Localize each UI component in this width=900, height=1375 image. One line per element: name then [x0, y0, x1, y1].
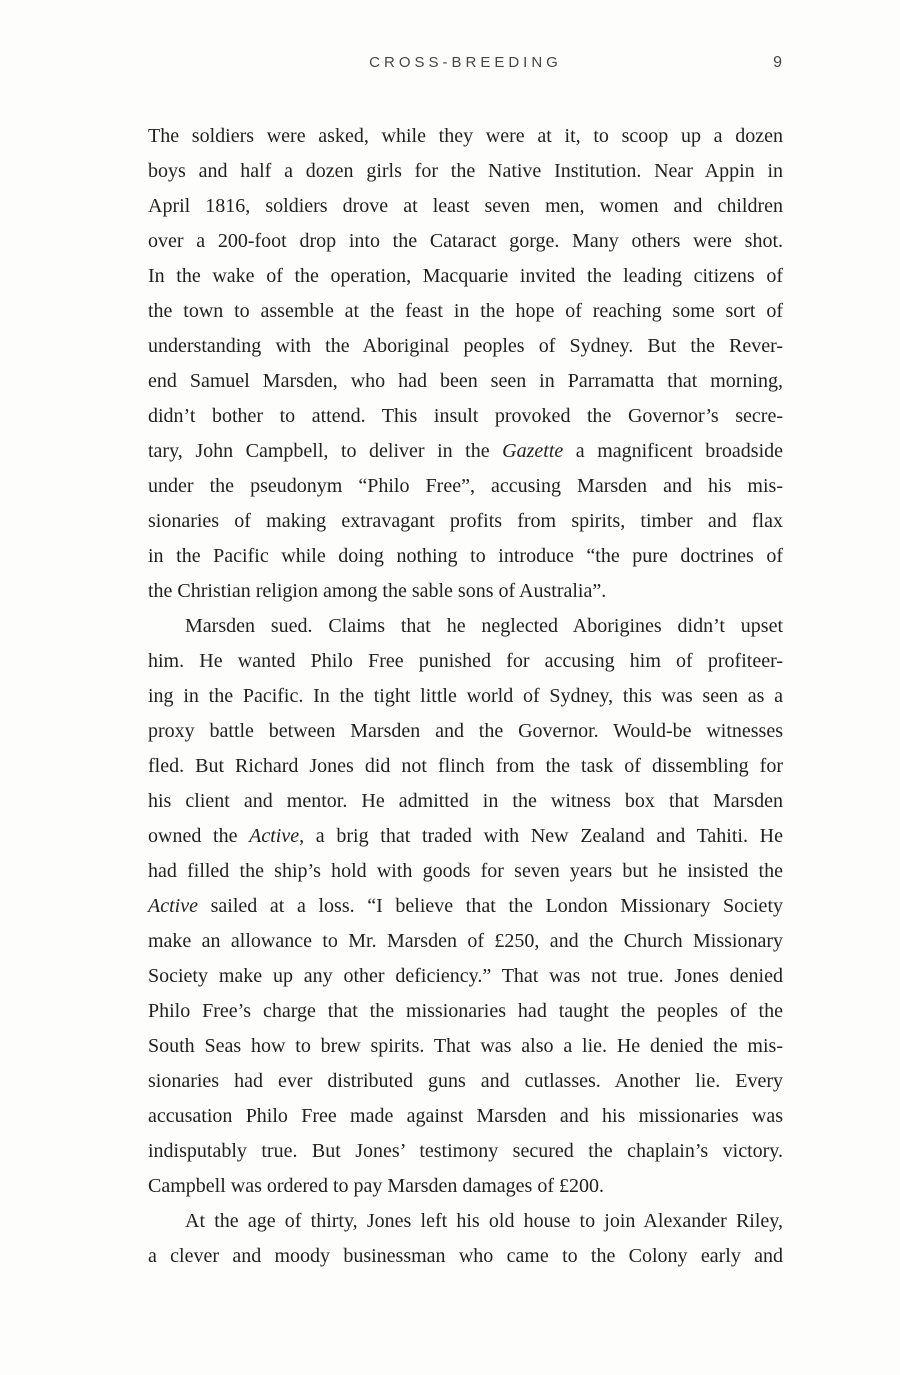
text-run: The soldiers were asked, while they were at it, to scoop up a dozen	[148, 125, 783, 147]
text-line	[148, 434, 783, 469]
text-run: fled. But Richard Jones did not flinch from the task of dissembling for	[148, 755, 783, 777]
text-run: boys and half a dozen girls for the Native Institution. Near Appin in	[148, 160, 783, 182]
text-run: sailed at a loss. “I believe that the London Missionary Society	[197, 895, 783, 917]
text-run: had filled the ship’s hold with goods for seven years but he insisted the	[148, 860, 783, 882]
text-run: proxy battle between Marsden and the Governor. Would-be witnesses	[148, 720, 783, 742]
running-header	[148, 52, 783, 74]
text-line	[148, 924, 783, 959]
text-line	[148, 714, 783, 749]
text-run: didn’t bother to attend. This insult provoked the Governor’s secre-	[148, 405, 783, 427]
text-line	[148, 504, 783, 539]
text-line	[148, 609, 783, 644]
text-run: make an allowance to Mr. Marsden of £250, and the Church Missionary	[148, 930, 783, 952]
text-line	[148, 854, 783, 889]
text-run: owned the	[148, 825, 250, 847]
italic-text-run: Gazette	[502, 440, 564, 462]
text-run: South Seas how to brew spirits. That was also a lie. He denied the mis-	[148, 1035, 783, 1057]
text-run: Campbell was ordered to pay Marsden damages of £200.	[148, 1175, 604, 1197]
text-line	[148, 399, 783, 434]
text-line	[148, 469, 783, 504]
text-run: sionaries of making extravagant profits from spirits, timber and flax	[148, 510, 783, 532]
text-line	[148, 119, 783, 154]
text-run: end Samuel Marsden, who had been seen in Parramatta that morning,	[148, 370, 783, 392]
italic-text-run: Active	[249, 825, 300, 847]
text-line	[148, 749, 783, 784]
text-line	[148, 154, 783, 189]
text-run: sionaries had ever distributed guns and cutlasses. Another lie. Every	[148, 1070, 783, 1092]
text-run: In the wake of the operation, Macquarie invited the leading citizens of	[148, 265, 783, 287]
text-line	[148, 784, 783, 819]
text-run: the Christian religion among the sable sons of Australia”.	[148, 580, 607, 602]
text-run: a magnificent broadside	[563, 440, 783, 462]
text-line	[148, 679, 783, 714]
text-line	[148, 1064, 783, 1099]
text-line	[148, 1204, 783, 1239]
text-block	[148, 119, 783, 1274]
text-run: in the Pacific while doing nothing to introduce “the pure doctrines of	[148, 545, 783, 567]
text-line	[148, 1029, 783, 1064]
text-run: his client and mentor. He admitted in the witness box that Marsden	[148, 790, 783, 812]
text-run: April 1816, soldiers drove at least seven men, women and children	[148, 195, 783, 217]
text-run: tary, John Campbell, to deliver in the	[148, 440, 503, 462]
text-run: Philo Free’s charge that the missionaries had taught the peoples of the	[148, 1000, 783, 1022]
text-run: under the pseudonym “Philo Free”, accusing Marsden and his mis-	[148, 475, 783, 497]
text-run: a clever and moody businessman who came to the Colony early and	[148, 1245, 783, 1267]
text-line	[148, 889, 783, 924]
text-line	[148, 644, 783, 679]
text-run: indisputably true. But Jones’ testimony secured the chaplain’s victory.	[148, 1140, 783, 1162]
text-line	[148, 189, 783, 224]
text-run: , a brig that traded with New Zealand and Tahiti. He	[299, 825, 783, 847]
text-line	[148, 994, 783, 1029]
page-number: 9	[773, 54, 783, 71]
text-line	[148, 1099, 783, 1134]
italic-text-run: Active	[148, 895, 198, 917]
text-line	[148, 294, 783, 329]
running-header-title: CROSS-BREEDING	[369, 54, 562, 71]
text-line	[148, 224, 783, 259]
text-run: accusation Philo Free made against Marsden and his missionaries was	[148, 1105, 783, 1127]
text-run: the town to assemble at the feast in the hope of reaching some sort of	[148, 300, 783, 322]
text-run: him. He wanted Philo Free punished for accusing him of profiteer-	[148, 650, 783, 672]
text-run: understanding with the Aboriginal peoples of Sydney. But the Rever-	[148, 335, 783, 357]
text-line	[148, 329, 783, 364]
text-line	[148, 259, 783, 294]
text-line	[148, 364, 783, 399]
text-run: ing in the Pacific. In the tight little world of Sydney, this was seen as a	[148, 685, 783, 707]
text-line	[148, 959, 783, 994]
text-run: over a 200-foot drop into the Cataract gorge. Many others were shot.	[148, 230, 783, 252]
text-line	[148, 1239, 783, 1274]
text-line	[148, 539, 783, 574]
text-run: Society make up any other deficiency.” That was not true. Jones denied	[148, 965, 783, 987]
text-run: At the age of thirty, Jones left his old house to join Alexander Riley,	[185, 1210, 783, 1232]
text-line	[148, 819, 783, 854]
text-line	[148, 1134, 783, 1169]
text-line	[148, 1169, 783, 1204]
text-line	[148, 574, 783, 609]
text-run: Marsden sued. Claims that he neglected Aborigines didn’t upset	[185, 615, 783, 637]
